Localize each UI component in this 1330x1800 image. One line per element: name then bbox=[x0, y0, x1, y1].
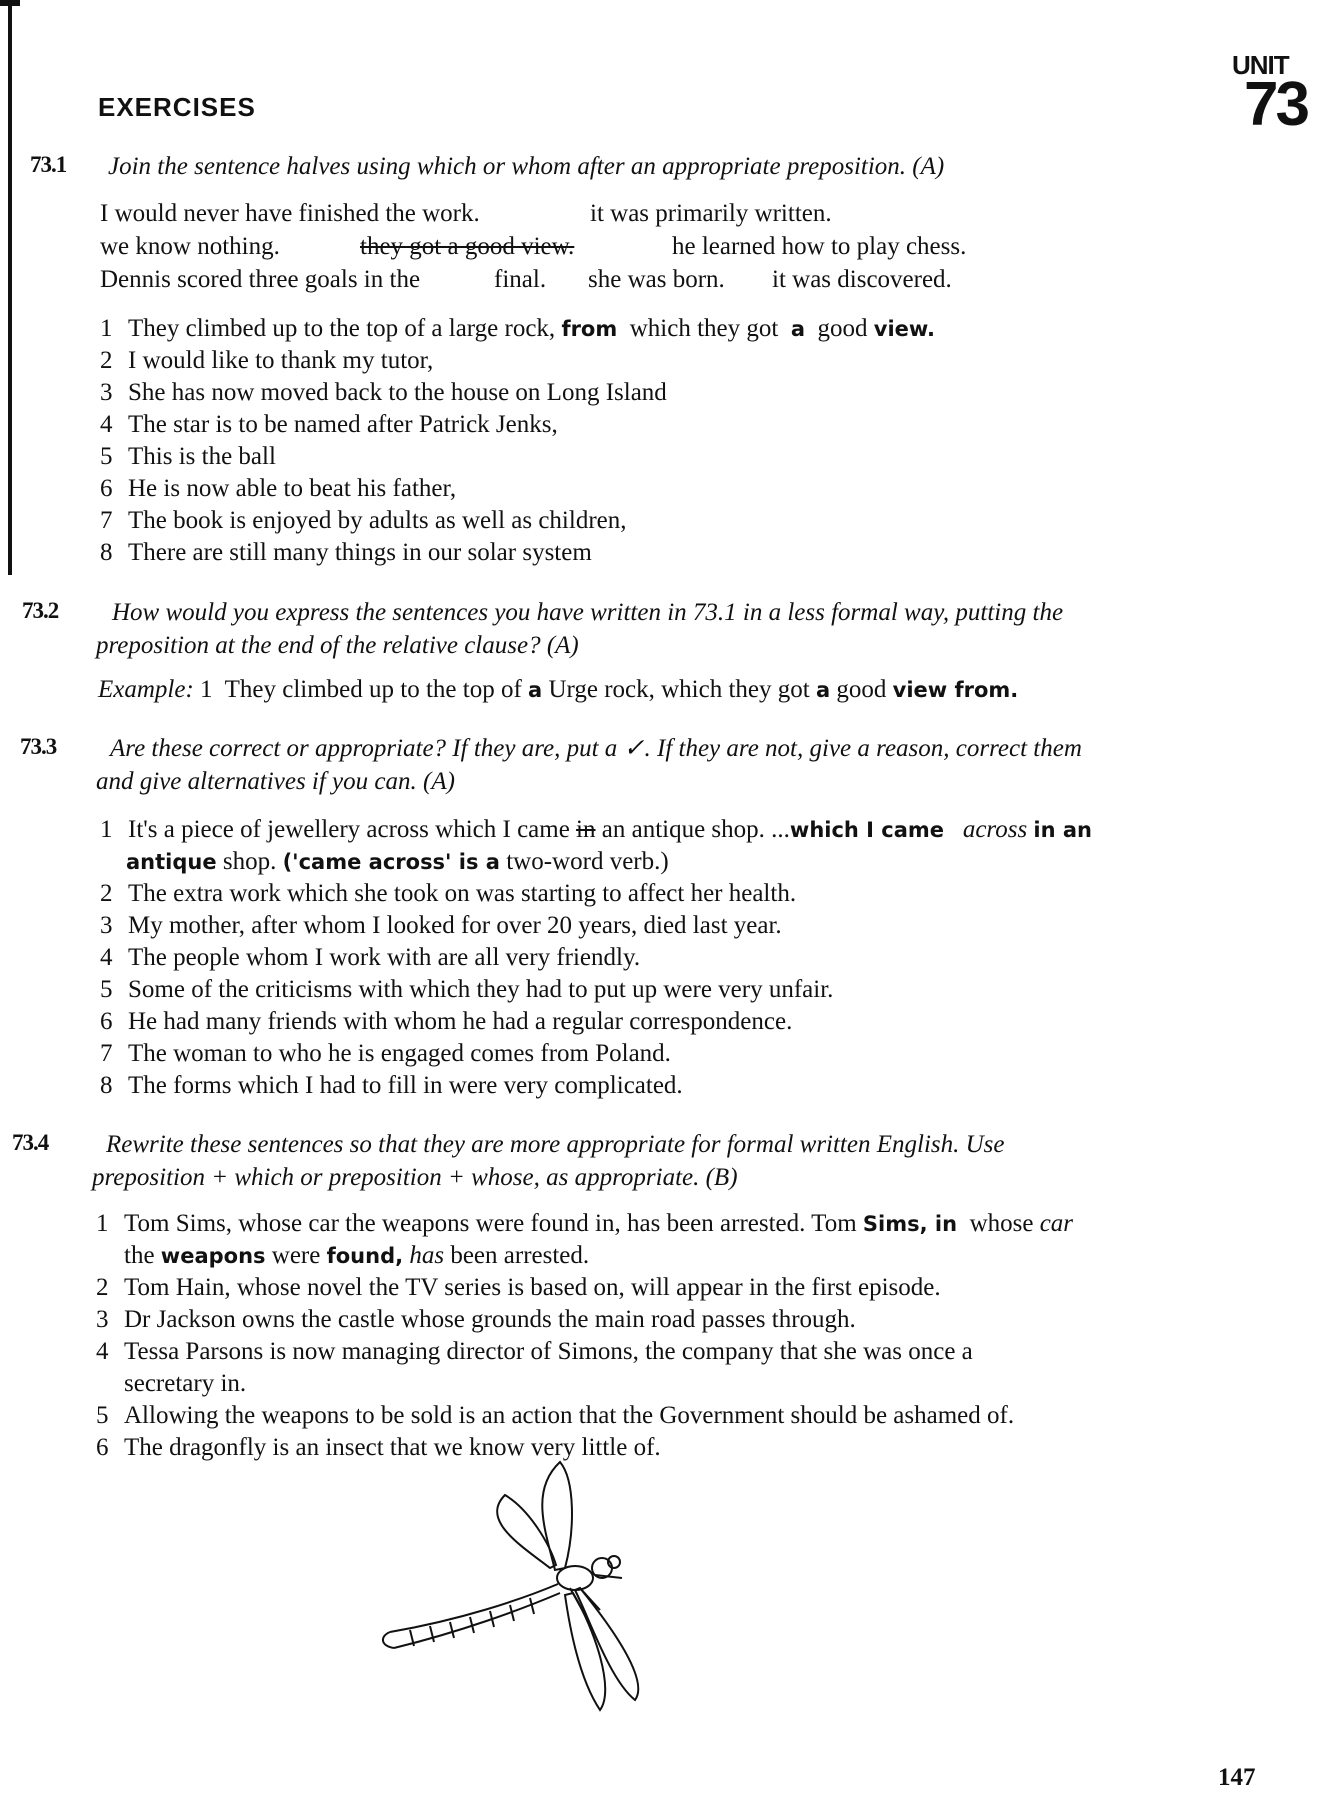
list-item: 3 She has now moved back to the house on Long Island bbox=[100, 379, 667, 406]
fragment: he learned how to play chess. bbox=[672, 233, 967, 260]
list-item: 7 The book is enjoyed by adults as well as children, bbox=[100, 507, 627, 534]
fragment: we know nothing. bbox=[100, 233, 280, 260]
fragment: final. bbox=[494, 266, 547, 293]
fragment: Dennis scored three goals in the bbox=[100, 266, 421, 293]
page-number: 147 bbox=[1218, 1764, 1256, 1791]
list-item: 8 There are still many things in our solar system bbox=[100, 539, 592, 566]
struck-word: in bbox=[576, 816, 596, 843]
list-item: 1 They climbed up to the top of a large rock, from which they got a good view. bbox=[100, 315, 935, 342]
example-73-2: Example: 1 They climbed up to the top of a Urge rock, which they got a good view from. bbox=[98, 676, 1019, 703]
list-item: 6 He had many friends with whom he had a regular correspondence. bbox=[100, 1008, 793, 1035]
exercise-instruction-73-4: Rewrite these sentences so that they are more appropriate for formal written English. Use bbox=[106, 1131, 1005, 1158]
handwritten-answer: view from. bbox=[892, 678, 1019, 702]
exercise-number-73-4: 73.4 bbox=[12, 1130, 49, 1155]
list-item-cont: the weapons were found, has been arrested. bbox=[124, 1242, 590, 1269]
list-item: 2 The extra work which she took on was starting to affect her health. bbox=[100, 880, 797, 907]
exercise-instruction-73-4-cont: preposition + which or preposition + whose, as appropriate. (B) bbox=[92, 1164, 738, 1191]
list-item: 4 The star is to be named after Patrick Jenks, bbox=[100, 411, 558, 438]
list-item: 5 Allowing the weapons to be sold is an action that the Government should be ashamed of. bbox=[96, 1402, 1015, 1429]
list-item: 6 The dragonfly is an insect that we know very little of. bbox=[96, 1434, 661, 1461]
list-item: 1 Tom Sims, whose car the weapons were found in, has been arrested. Tom Sims, in whose car bbox=[96, 1210, 1074, 1237]
list-item-cont: antique shop. ('came across' is a two-word verb.) bbox=[126, 848, 669, 875]
unit-label: UNIT bbox=[1232, 50, 1289, 80]
exercise-number-73-2: 73.2 bbox=[22, 598, 59, 623]
handwritten-answer: a bbox=[790, 317, 806, 341]
handwritten-answer: in an bbox=[1033, 818, 1093, 842]
fragment: she was born. bbox=[588, 266, 725, 293]
list-item: 4 The people whom I work with are all very friendly. bbox=[100, 944, 641, 971]
list-item: 7 The woman to who he is engaged comes from Poland. bbox=[100, 1040, 671, 1067]
fragment: I would never have finished the work. bbox=[100, 200, 480, 227]
section-title: EXERCISES bbox=[98, 92, 256, 122]
exercise-list-73-1 bbox=[100, 313, 935, 569]
fragment: it was primarily written. bbox=[590, 200, 832, 227]
list-item: 6 He is now able to beat his father, bbox=[100, 475, 457, 502]
list-item: 3 Dr Jackson owns the castle whose grounds the main road passes through. bbox=[96, 1306, 856, 1333]
exercise-list-73-4 bbox=[96, 1272, 1014, 1464]
list-item: 5 Some of the criticisms with which they had to put up were very unfair. bbox=[100, 976, 834, 1003]
dragonfly-illustration bbox=[370, 1450, 710, 1720]
exercise-instruction-73-1: Join the sentence halves using which or whom after an appropriate preposition. (A) bbox=[108, 153, 945, 180]
list-item: 2 Tom Hain, whose novel the TV series is based on, will appear in the first episode. bbox=[96, 1274, 941, 1301]
list-item: 1 It's a piece of jewellery across which I came in an antique shop. ...which I came across in an bbox=[100, 816, 1093, 843]
handwritten-answer: a bbox=[815, 678, 831, 702]
fragment: it was discovered. bbox=[772, 266, 952, 293]
exercise-instruction-73-2-cont: preposition at the end of the relative clause? (A) bbox=[96, 632, 579, 659]
handwritten-answer: a bbox=[528, 678, 543, 702]
list-item: 2 I would like to thank my tutor, bbox=[100, 347, 434, 374]
handwritten-answer: Sims, in bbox=[862, 1212, 958, 1236]
handwritten-answer: found, bbox=[326, 1244, 404, 1268]
handwritten-answer: weapons bbox=[160, 1244, 266, 1268]
handwritten-answer: which I came bbox=[789, 818, 945, 842]
unit-number: 73 bbox=[1244, 70, 1307, 139]
exercise-instruction-73-3: Are these correct or appropriate? If they are, put a ✓. If they are not, give a reason, correct them bbox=[110, 735, 1082, 762]
exercise-list-73-3 bbox=[100, 878, 833, 1102]
exercise-instruction-73-2: How would you express the sentences you have written in 73.1 in a less formal way, putting the bbox=[112, 599, 1064, 626]
list-item: 8 The forms which I had to fill in were very complicated. bbox=[100, 1072, 683, 1099]
list-item: 5 This is the ball bbox=[100, 443, 276, 470]
handwritten-answer: antique bbox=[126, 850, 217, 874]
exercise-instruction-73-3-cont: and give alternatives if you can. (A) bbox=[96, 768, 455, 795]
handwritten-answer: ('came across' is a bbox=[282, 850, 500, 874]
list-item: 4 Tessa Parsons is now managing director of Simons, the company that she was once a bbox=[96, 1338, 973, 1365]
exercise-number-73-1: 73.1 bbox=[30, 152, 67, 177]
handwritten-answer: from bbox=[561, 317, 618, 341]
list-item: secretary in. bbox=[124, 1370, 247, 1397]
exercise-number-73-3: 73.3 bbox=[20, 734, 57, 759]
margin-line bbox=[8, 0, 12, 575]
handwritten-answer: view. bbox=[873, 317, 935, 341]
fragment-used: they got a good view. bbox=[360, 233, 575, 260]
list-item: 3 My mother, after whom I looked for over 20 years, died last year. bbox=[100, 912, 782, 939]
